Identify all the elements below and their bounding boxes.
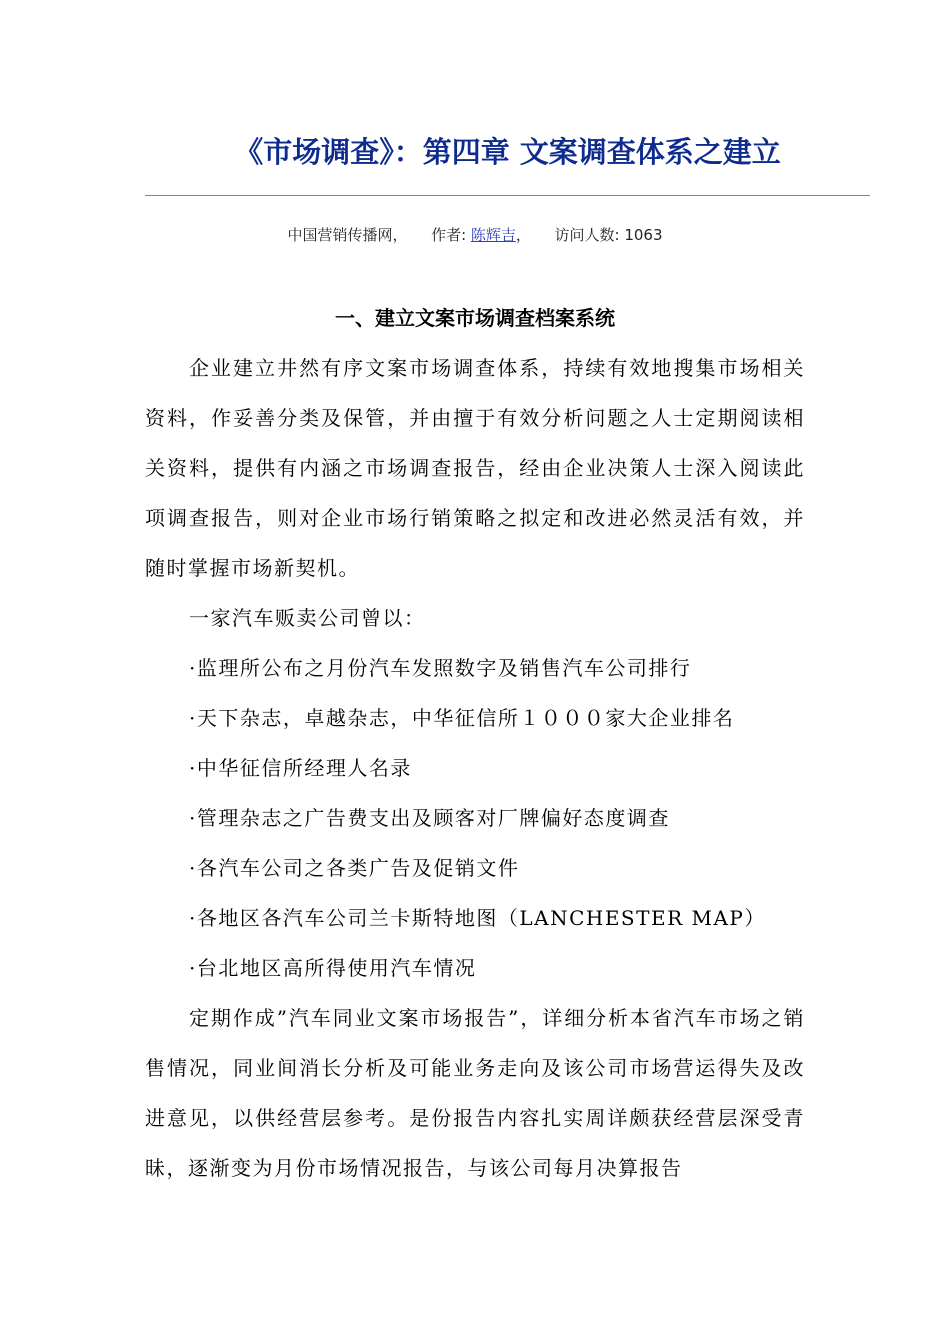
paragraph-intro: 企业建立井然有序文案市场调查体系，持续有效地搜集市场相关资料，作妥善分类及保管，并由擅于有效分析问题之人士定期阅读相关资料，提供有内涵之市场调查报告，经由企业决策人士深入阅读此项调查报告，则对企业市场行销策略之拟定和改进必然灵活有效，并随时掌握市场新契机。 <box>145 356 805 580</box>
list-item: ·天下杂志，卓越杂志，中华征信所１０００家大企业排名 <box>189 706 735 730</box>
paragraph-list-lead: 一家汽车贩卖公司曾以： <box>189 606 426 630</box>
article-meta <box>145 222 805 248</box>
list-item: ·各地区各汽车公司兰卡斯特地图（LANCHESTER MAP） <box>189 906 766 930</box>
meta-separator: ， <box>515 226 531 244</box>
source-label: 中国营销传播网， <box>287 226 408 244</box>
article-body <box>145 343 805 1193</box>
list-item: ·台北地区高所得使用汽车情况 <box>189 956 477 980</box>
document-title: 《市场调查》：第四章 文案调查体系之建立 <box>234 135 781 169</box>
visits-count: 1063 <box>624 226 663 244</box>
visits-label: 访问人数: <box>554 226 625 244</box>
list-item: ·各汽车公司之各类广告及促销文件 <box>189 856 520 880</box>
author-link[interactable]: 陈辉吉 <box>470 226 516 244</box>
list-item: ·监理所公布之月份汽车发照数字及销售汽车公司排行 <box>189 656 692 680</box>
title-divider <box>145 195 870 196</box>
list-item: ·中华征信所经理人名录 <box>189 756 412 780</box>
list-item: ·管理杂志之广告费支出及顾客对厂牌偏好态度调查 <box>189 806 670 830</box>
author-label: 作者: <box>431 226 471 244</box>
section-heading: 一、建立文案市场调查档案系统 <box>335 306 615 330</box>
paragraph-report: 定期作成”汽车同业文案市场报告”，详细分析本省汽车市场之销售情况，同业间消长分析及可能业务走向及该公司市场营运得失及改进意见，以供经营层参考。是份报告内容扎实周详颇获经营层深受青昧，逐渐变为月份市场情况报告，与该公司每月决算报告 <box>145 1006 805 1180</box>
